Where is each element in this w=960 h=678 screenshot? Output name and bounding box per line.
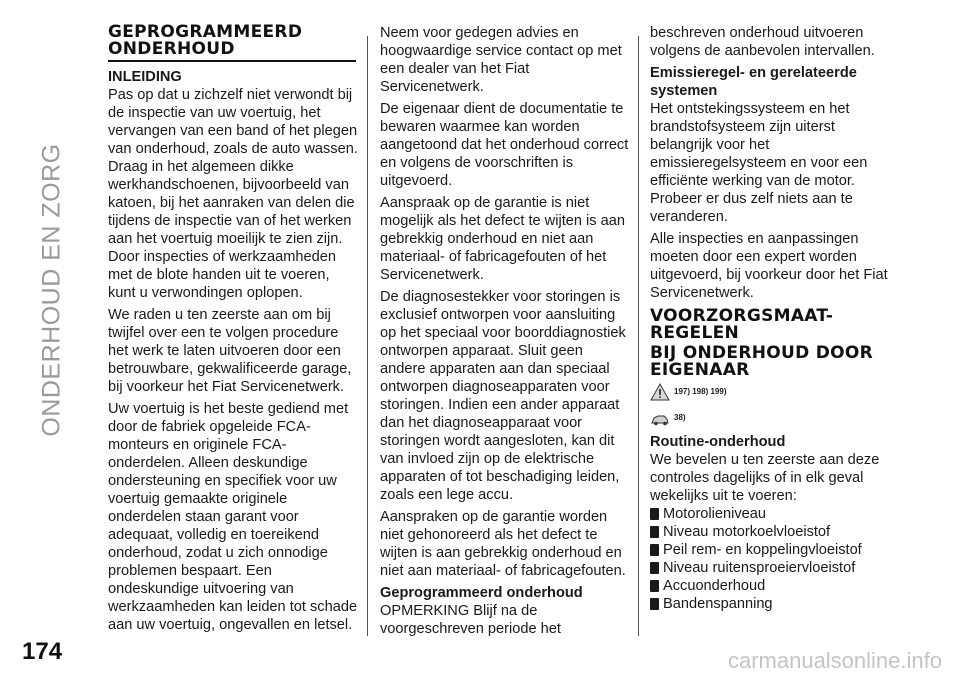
column-2: [380, 24, 630, 642]
section-title-line: REGELEN: [650, 323, 740, 343]
bullet-box-icon: [650, 598, 659, 610]
list-item: [650, 577, 900, 595]
bullet-box-icon: [650, 562, 659, 574]
paragraph: Uw voertuig is het beste gediend met door de fabriek opgeleide FCA-monteurs en originele FCA-onderdelen. Alleen deskundige ondersteuning en specifiek voor uw voertuig gemaakte originele onderdelen staan garant voor adequaat, volledig en toereikend onderhoud, zodat u zich onnodige problemen bespaart. Een ondeskundige uitvoering van werkzaamheden kan leiden tot schade aan uw voertuig, ongevallen en letsel.: [108, 400, 358, 633]
caution-ref-numbers: 38): [674, 413, 686, 422]
warning-ref-numbers: 197) 198) 199): [674, 387, 727, 396]
subheading-emissieregel: Emissieregel- en gerelateerde systemen: [650, 65, 857, 99]
list-item: [650, 523, 900, 541]
list-item: [650, 505, 900, 523]
paragraph: Pas op dat u zichzelf niet verwondt bij de inspectie van uw voertuig, het vervangen van een band of het plegen van onderhoud, zoals de auto wassen. Draag in het algemeen dikke werkhandschoenen, bijvoorbeeld van katoen, bij het aanraken van delen die tijdens de inspectie van of het werken aan het voertuig moeilijk te zien zijn. Door inspecties of werkzaamheden met de blote handen uit te voeren, kunt u verwondingen oplopen.: [108, 86, 358, 301]
list-item-label: Bandenspanning: [663, 596, 773, 612]
paragraph: We raden u ten zeerste aan om bij twijfel over een te volgen procedure het werk te laten uitvoeren door een betrouwbare, gekwalificeerde garage, bij voorkeur het Fiat Servicenetwerk.: [108, 306, 352, 395]
section-title: [108, 24, 358, 58]
caution-car-icon: [650, 409, 670, 427]
paragraph: Neem voor gedegen advies en hoogwaardige service contact op met een dealer van het Fiat Servicenetwerk.: [380, 25, 622, 95]
warning-reference: [650, 379, 900, 405]
list-item-label: Niveau ruitensproeiervloeistof: [663, 560, 856, 576]
section-title-line: GEPROGRAMMEERD: [108, 22, 303, 42]
section-title-line: EIGENAAR: [650, 360, 750, 380]
list-item-label: Peil rem- en koppelingvloeistof: [663, 542, 862, 558]
paragraph: OPMERKING Blijf na de voorgeschreven periode het: [380, 603, 561, 637]
caution-reference: [650, 405, 900, 431]
section-title: [650, 308, 900, 379]
section-title-line: ONDERHOUD: [108, 39, 235, 59]
check-list: [650, 505, 900, 613]
warning-triangle-icon: [650, 383, 670, 401]
list-item-label: Accuonderhoud: [663, 578, 766, 594]
title-rule: [108, 60, 356, 62]
paragraph: Aanspraken op de garantie worden niet gehonoreerd als het defect te wijten is aan gebrekkig onderhoud en niet aan materiaal- of fabricagefouten.: [380, 509, 626, 579]
column-3: [650, 24, 900, 613]
subheading-inleiding: INLEIDING: [108, 68, 182, 85]
list-item-label: Niveau motorkoelvloeistof: [663, 524, 831, 540]
list-item: [650, 541, 900, 559]
bullet-box-icon: [650, 544, 659, 556]
bullet-box-icon: [650, 508, 659, 520]
paragraph: Aanspraak op de garantie is niet mogelijk als het defect te wijten is aan gebrekkig onderhoud en niet aan materiaal- of fabricagefouten of het Servicenetwerk.: [380, 195, 625, 283]
chapter-side-label: ONDERHOUD EN ZORG: [37, 143, 66, 437]
subheading-geprogrammeerd-onderhoud: Geprogrammeerd onderhoud: [380, 585, 583, 601]
paragraph: We bevelen u ten zeerste aan deze controles dagelijks of in elk geval wekelijks uit te voeren:: [650, 452, 880, 504]
subheading-routine-onderhoud: Routine-onderhoud: [650, 434, 786, 450]
paragraph: beschreven onderhoud uitvoeren volgens de aanbevolen intervallen.: [650, 25, 875, 59]
paragraph: Alle inspecties en aanpassingen moeten door een expert worden uitgevoerd, bij voorkeur door het Fiat Servicenetwerk.: [650, 231, 888, 301]
section-title-line: BIJ ONDERHOUD DOOR: [650, 343, 874, 363]
list-item: [650, 595, 900, 613]
list-item: [650, 559, 900, 577]
column-divider: [367, 36, 368, 636]
section-title-line: VOORZORGSMAAT-: [650, 306, 834, 326]
column-1: [108, 24, 358, 638]
watermark: carmanualsonline.info: [727, 648, 942, 673]
paragraph: De eigenaar dient de documentatie te bewaren waarmee kan worden aangetoond dat het onderhoud correct en volgens de voorschriften is uitgevoerd.: [380, 101, 629, 189]
paragraph: De diagnosestekker voor storingen is exclusief ontworpen voor aansluiting op het speciaal voor boorddiagnostiek ontworpen apparaat. Sluit geen andere apparaten aan dan speciaal ontworpen diagnoseapparaten voor storingen. Indien een ander apparaat dan het diagnoseapparaat voor storingen wordt aangesloten, kan dit van invloed zijn op de elektrische apparaten of tot beschadiging leiden, zoals een lege accu.: [380, 289, 626, 503]
bullet-box-icon: [650, 580, 659, 592]
page-number: 174: [22, 638, 63, 665]
bullet-box-icon: [650, 526, 659, 538]
column-divider: [638, 36, 639, 636]
paragraph: Het ontstekingssysteem en het brandstofsysteem zijn uiterst belangrijk voor het emissieregelsysteem en voor een efficiënte werking van de motor. Probeer er dus zelf niets aan te veranderen.: [650, 101, 868, 225]
list-item-label: Motorolieniveau: [663, 506, 767, 522]
